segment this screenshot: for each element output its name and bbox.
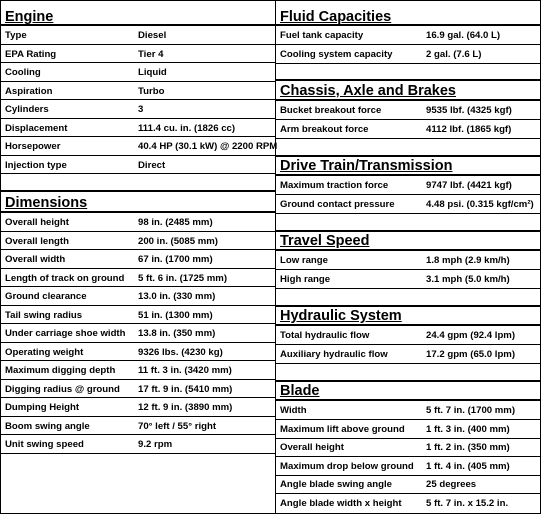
row-divider — [276, 79, 540, 81]
spec-label: Angle blade width x height — [280, 497, 402, 509]
blade-row — [276, 457, 540, 476]
spec-label: Total hydraulic flow — [280, 330, 370, 341]
spec-value: 25 degrees — [426, 479, 477, 490]
spec-label: Overall height — [5, 217, 69, 228]
spec-label: Cylinders — [5, 104, 49, 115]
spec-value: 5 ft. 7 in. x 15.2 in. — [426, 497, 509, 509]
spec-label: Digging radius @ ground — [5, 383, 120, 395]
engine-row — [1, 26, 275, 45]
travel-title: Travel Speed — [280, 233, 370, 249]
spec-label: High range — [280, 274, 331, 285]
spec-value: 200 in. (5085 mm) — [138, 235, 218, 247]
dimensions-row — [1, 435, 275, 454]
engine-row — [1, 45, 275, 64]
spec-label: Cooling system capacity — [280, 49, 393, 60]
spec-label: Horsepower — [5, 141, 61, 152]
spec-label: Overall length — [5, 235, 69, 247]
spec-value: 4112 lbf. (1865 kgf) — [426, 124, 512, 135]
spec-label: Width — [280, 405, 307, 416]
engine-row — [1, 119, 275, 138]
spec-value: 17.2 gpm (65.0 lpm) — [426, 349, 516, 360]
spec-value: 40.4 HP (30.1 kW) @ 2200 RPM — [138, 141, 278, 152]
spec-value: Diesel — [138, 30, 167, 41]
spec-value: 9747 lbf. (4421 kgf) — [426, 180, 512, 191]
spec-value: 24.4 gpm (92.4 lpm) — [426, 330, 516, 341]
spec-value: 13.0 in. (330 mm) — [138, 291, 216, 302]
dimensions-row — [1, 343, 275, 362]
spec-label: Maximum drop below ground — [280, 460, 414, 472]
spec-label: Unit swing speed — [5, 439, 84, 450]
spec-value: 2 gal. (7.6 L) — [426, 49, 482, 60]
drive-row — [276, 195, 540, 214]
dimensions-row — [1, 324, 275, 343]
spec-value: 1 ft. 3 in. (400 mm) — [426, 423, 510, 435]
blade-row — [276, 438, 540, 457]
drive-title: Drive Train/Transmission — [280, 158, 453, 174]
spec-value: 9326 lbs. (4230 kg) — [138, 346, 223, 358]
spec-value: Direct — [138, 159, 166, 171]
spec-label: Dumping Height — [5, 402, 80, 413]
spec-value: 13.8 in. (350 mm) — [138, 328, 216, 339]
spec-value: 1.8 mph (2.9 km/h) — [426, 255, 510, 266]
spec-label: Overall width — [5, 254, 66, 265]
spec-label: Low range — [280, 255, 328, 266]
spec-value: 11 ft. 3 in. (3420 mm) — [138, 365, 232, 376]
row-divider — [1, 190, 275, 192]
spec-label: Displacement — [5, 122, 68, 134]
spec-label: Aspiration — [5, 85, 53, 97]
hydraulic-row — [276, 326, 540, 345]
engine-row — [1, 63, 275, 82]
spec-label: EPA Rating — [5, 48, 57, 60]
dimensions-row — [1, 250, 275, 269]
spec-label: Under carriage shoe width — [5, 328, 126, 339]
spec-value: 98 in. (2485 mm) — [138, 217, 213, 228]
dimensions-row — [1, 417, 275, 436]
blade-row — [276, 420, 540, 439]
engine-title: Engine — [5, 9, 54, 25]
dimensions-row — [1, 213, 275, 232]
spec-value: 9535 lbf. (4325 kgf) — [426, 105, 512, 116]
hydraulic-title: Hydraulic System — [280, 308, 402, 324]
travel-row — [276, 270, 540, 289]
spec-value: 5 ft. 7 in. (1700 mm) — [426, 405, 516, 416]
chassis-row — [276, 101, 540, 120]
spec-value: Turbo — [138, 85, 165, 97]
spec-value: 9.2 rpm — [138, 439, 173, 450]
fluid-title: Fluid Capacities — [280, 9, 392, 25]
spec-value: 3 — [138, 104, 144, 115]
spec-label: Boom swing angle — [5, 420, 90, 432]
spec-label: Tail swing radius — [5, 309, 83, 321]
spec-label: Operating weight — [5, 346, 84, 358]
spec-label: Overall height — [280, 442, 344, 453]
blade-row — [276, 401, 540, 420]
spec-value: 111.4 cu. in. (1826 cc) — [138, 122, 236, 134]
spec-label: Type — [5, 30, 27, 41]
spec-label: Length of track on ground — [5, 272, 125, 284]
engine-row — [1, 100, 275, 119]
dimensions-row — [1, 398, 275, 417]
spec-value: 1 ft. 2 in. (350 mm) — [426, 442, 510, 453]
chassis-row — [276, 120, 540, 139]
engine-row — [1, 82, 275, 101]
spec-value: 1 ft. 4 in. (405 mm) — [426, 460, 510, 472]
dimensions-row — [1, 232, 275, 251]
spec-value: 12 ft. 9 in. (3890 mm) — [138, 402, 233, 413]
blade-row — [276, 475, 540, 494]
fluid-row — [276, 26, 540, 45]
hydraulic-row — [276, 345, 540, 364]
spec-label: Ground clearance — [5, 291, 87, 302]
spec-label: Maximum lift above ground — [280, 423, 405, 435]
chassis-title: Chassis, Axle and Brakes — [280, 83, 456, 99]
spec-value: 5 ft. 6 in. (1725 mm) — [138, 272, 228, 284]
dimensions-row — [1, 269, 275, 288]
spec-label: Maximum traction force — [280, 180, 389, 191]
spec-label: Fuel tank capacity — [280, 30, 364, 41]
travel-row — [276, 251, 540, 270]
spec-label: Ground contact pressure — [280, 199, 395, 210]
engine-row — [1, 137, 278, 156]
spec-value: 16.9 gal. (64.0 L) — [426, 30, 501, 41]
dimensions-row — [1, 306, 275, 325]
engine-row — [1, 156, 275, 175]
fluid-row — [276, 45, 540, 64]
blade-title: Blade — [280, 383, 320, 399]
drive-row — [276, 176, 540, 195]
spec-value: 4.48 psi. (0.315 kgf/cm²) — [426, 199, 534, 210]
dimensions-row — [1, 380, 275, 399]
spec-label: Injection type — [5, 159, 67, 171]
dimensions-row — [1, 361, 275, 380]
spec-value: 51 in. (1300 mm) — [138, 309, 213, 321]
spec-label: Angle blade swing angle — [280, 479, 392, 490]
spec-value: 70° left / 55° right — [138, 420, 217, 432]
spec-value: 67 in. (1700 mm) — [138, 254, 213, 265]
spec-value: 17 ft. 9 in. (5410 mm) — [138, 383, 233, 395]
spec-label: Cooling — [5, 67, 41, 78]
spec-value: Tier 4 — [138, 48, 164, 60]
spec-value: Liquid — [138, 67, 167, 78]
spec-label: Bucket breakout force — [280, 105, 382, 116]
dimensions-title: Dimensions — [5, 195, 88, 211]
spec-label: Arm breakout force — [280, 124, 369, 135]
blade-row — [276, 494, 540, 513]
spec-label: Auxiliary hydraulic flow — [280, 349, 388, 360]
spec-label: Maximum digging depth — [5, 365, 116, 376]
spec-value: 3.1 mph (5.0 km/h) — [426, 274, 510, 285]
dimensions-row — [1, 287, 275, 306]
